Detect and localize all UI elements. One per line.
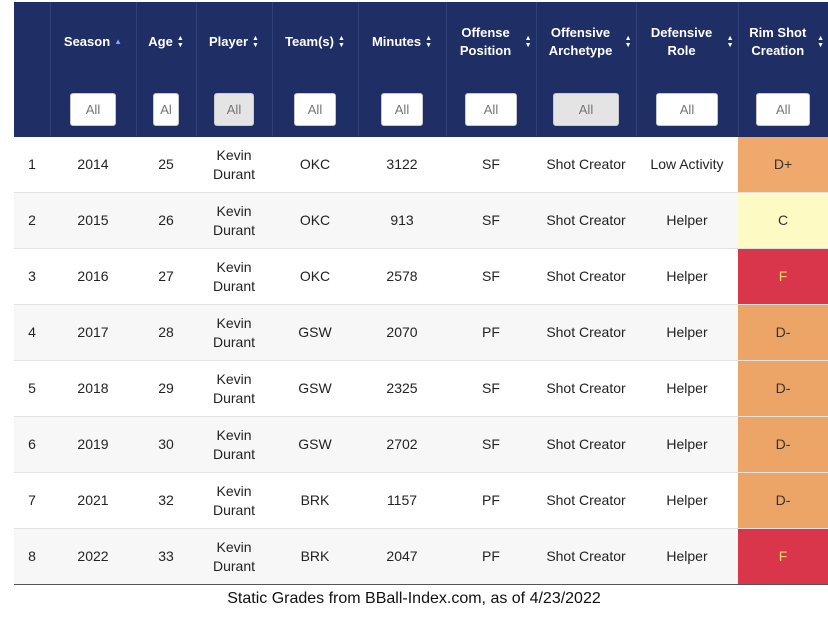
cell-team: OKC: [272, 249, 358, 305]
cell-minutes: 913: [358, 193, 446, 249]
cell-position: SF: [446, 137, 536, 193]
cell-season: 2018: [50, 361, 136, 417]
header-defensive-role-label: Defensive Role: [650, 25, 713, 58]
cell-minutes: 2578: [358, 249, 446, 305]
row-index: 5: [14, 361, 50, 417]
cell-archetype: Shot Creator: [536, 249, 636, 305]
cell-player: Kevin Durant: [196, 193, 272, 249]
cell-team: GSW: [272, 361, 358, 417]
cell-minutes: 2047: [358, 529, 446, 585]
header-age-label: Age: [148, 34, 173, 49]
header-row: [14, 2, 828, 82]
offensive-archetype-filter-input[interactable]: [553, 93, 619, 126]
cell-age: 28: [136, 305, 196, 361]
cell-defensive-role: Helper: [636, 249, 738, 305]
row-index: 2: [14, 193, 50, 249]
row-index: 8: [14, 529, 50, 585]
cell-archetype: Shot Creator: [536, 193, 636, 249]
filter-cell-rim-shot-creation: [738, 82, 828, 137]
header-offensive-archetype[interactable]: [536, 2, 636, 82]
cell-rim-shot-grade: F: [738, 249, 828, 305]
cell-season: 2014: [50, 137, 136, 193]
cell-player: Kevin Durant: [196, 361, 272, 417]
sort-both-icon[interactable]: ▲ ▼: [425, 35, 433, 49]
offense-position-filter-input[interactable]: [465, 93, 517, 126]
header-season[interactable]: [50, 2, 136, 82]
age-filter-input[interactable]: [153, 93, 179, 126]
rim-shot-creation-filter-input[interactable]: [756, 93, 810, 126]
table-body: [14, 137, 828, 585]
header-offensive-archetype-label: Offensive Archetype: [548, 25, 613, 58]
cell-defensive-role: Helper: [636, 417, 738, 473]
table-row: [14, 473, 828, 529]
cell-rim-shot-grade: D-: [738, 361, 828, 417]
cell-rim-shot-grade: D-: [738, 417, 828, 473]
cell-minutes: 3122: [358, 137, 446, 193]
table-row: [14, 529, 828, 585]
cell-minutes: 2702: [358, 417, 446, 473]
cell-age: 25: [136, 137, 196, 193]
footer-note: Static Grades from BBall-Index.com, as of 4/23/2022: [227, 590, 601, 607]
filter-cell-minutes: [358, 82, 446, 137]
header-rim-shot-creation[interactable]: [738, 2, 828, 82]
cell-age: 27: [136, 249, 196, 305]
table-row: [14, 417, 828, 473]
header-offense-position[interactable]: [446, 2, 536, 82]
header-minutes-label: Minutes: [371, 34, 422, 49]
cell-position: SF: [446, 361, 536, 417]
cell-team: OKC: [272, 193, 358, 249]
row-index: 6: [14, 417, 50, 473]
sort-both-icon[interactable]: ▲ ▼: [624, 35, 632, 49]
cell-defensive-role: Helper: [636, 473, 738, 529]
minutes-filter-input[interactable]: [381, 93, 423, 126]
cell-player: Kevin Durant: [196, 305, 272, 361]
season-filter-input[interactable]: [70, 93, 116, 126]
header-offense-position-label: Offense Position: [459, 25, 512, 58]
cell-position: PF: [446, 305, 536, 361]
cell-team: GSW: [272, 417, 358, 473]
cell-archetype: Shot Creator: [536, 417, 636, 473]
filter-cell-offense-position: [446, 82, 536, 137]
sort-both-icon[interactable]: ▲ ▼: [252, 35, 259, 49]
row-index: 1: [14, 137, 50, 193]
cell-defensive-role: Low Activity: [636, 137, 738, 193]
cell-archetype: Shot Creator: [536, 473, 636, 529]
cell-season: 2021: [50, 473, 136, 529]
cell-position: PF: [446, 529, 536, 585]
cell-position: SF: [446, 193, 536, 249]
header-teams-label: Team(s): [285, 34, 334, 49]
cell-rim-shot-grade: C: [738, 193, 828, 249]
cell-team: GSW: [272, 305, 358, 361]
cell-position: PF: [446, 473, 536, 529]
cell-position: SF: [446, 249, 536, 305]
header-season-label: Season: [63, 34, 111, 49]
row-index: 3: [14, 249, 50, 305]
cell-player: Kevin Durant: [196, 137, 272, 193]
filter-cell-season: [50, 82, 136, 137]
cell-rim-shot-grade: D-: [738, 473, 828, 529]
row-index: 7: [14, 473, 50, 529]
cell-position: SF: [446, 417, 536, 473]
header-player-label: Player: [209, 34, 249, 49]
sort-ascending-icon[interactable]: ▲: [114, 37, 123, 46]
cell-defensive-role: Helper: [636, 361, 738, 417]
header-minutes[interactable]: [358, 2, 446, 82]
cell-age: 29: [136, 361, 196, 417]
header-index: [14, 2, 50, 82]
cell-age: 33: [136, 529, 196, 585]
teams-filter-input[interactable]: [294, 93, 336, 126]
defensive-role-filter-input[interactable]: [656, 93, 718, 126]
cell-age: 26: [136, 193, 196, 249]
filter-cell-age: [136, 82, 196, 137]
sort-both-icon[interactable]: ▲ ▼: [524, 35, 532, 49]
header-defensive-role[interactable]: [636, 2, 738, 82]
cell-archetype: Shot Creator: [536, 529, 636, 585]
cell-player: Kevin Durant: [196, 473, 272, 529]
cell-player: Kevin Durant: [196, 249, 272, 305]
cell-season: 2022: [50, 529, 136, 585]
sort-both-icon[interactable]: ▲ ▼: [726, 35, 734, 49]
table-row: [14, 361, 828, 417]
filter-cell-defensive-role: [636, 82, 738, 137]
cell-age: 32: [136, 473, 196, 529]
cell-season: 2016: [50, 249, 136, 305]
cell-rim-shot-grade: D+: [738, 137, 828, 193]
row-index: 4: [14, 305, 50, 361]
cell-player: Kevin Durant: [196, 417, 272, 473]
cell-archetype: Shot Creator: [536, 137, 636, 193]
filter-cell-offensive-archetype: [536, 82, 636, 137]
filter-cell-index: [14, 82, 50, 137]
header-age[interactable]: [136, 2, 196, 82]
cell-rim-shot-grade: D-: [738, 305, 828, 361]
filter-cell-player: [196, 82, 272, 137]
stats-table: [14, 2, 828, 585]
player-filter-input[interactable]: [214, 93, 254, 126]
cell-defensive-role: Helper: [636, 529, 738, 585]
cell-defensive-role: Helper: [636, 305, 738, 361]
table-row: [14, 305, 828, 361]
filter-cell-teams: [272, 82, 358, 137]
sort-both-icon[interactable]: ▲ ▼: [817, 35, 824, 49]
cell-minutes: 2325: [358, 361, 446, 417]
cell-minutes: 1157: [358, 473, 446, 529]
cell-defensive-role: Helper: [636, 193, 738, 249]
header-rim-shot-creation-label: Rim Shot Creation: [749, 25, 807, 58]
cell-season: 2017: [50, 305, 136, 361]
cell-minutes: 2070: [358, 305, 446, 361]
cell-team: BRK: [272, 473, 358, 529]
header-teams[interactable]: [272, 2, 358, 82]
table-row: [14, 137, 828, 193]
cell-season: 2019: [50, 417, 136, 473]
cell-team: OKC: [272, 137, 358, 193]
filter-row: [14, 82, 828, 137]
cell-archetype: Shot Creator: [536, 361, 636, 417]
sort-both-icon[interactable]: ▲ ▼: [176, 35, 184, 49]
cell-team: BRK: [272, 529, 358, 585]
header-player[interactable]: [196, 2, 272, 82]
table-row: [14, 193, 828, 249]
sort-both-icon[interactable]: ▲ ▼: [337, 35, 345, 49]
table-row: [14, 249, 828, 305]
cell-player: Kevin Durant: [196, 529, 272, 585]
cell-season: 2015: [50, 193, 136, 249]
cell-age: 30: [136, 417, 196, 473]
cell-rim-shot-grade: F: [738, 529, 828, 585]
cell-archetype: Shot Creator: [536, 305, 636, 361]
